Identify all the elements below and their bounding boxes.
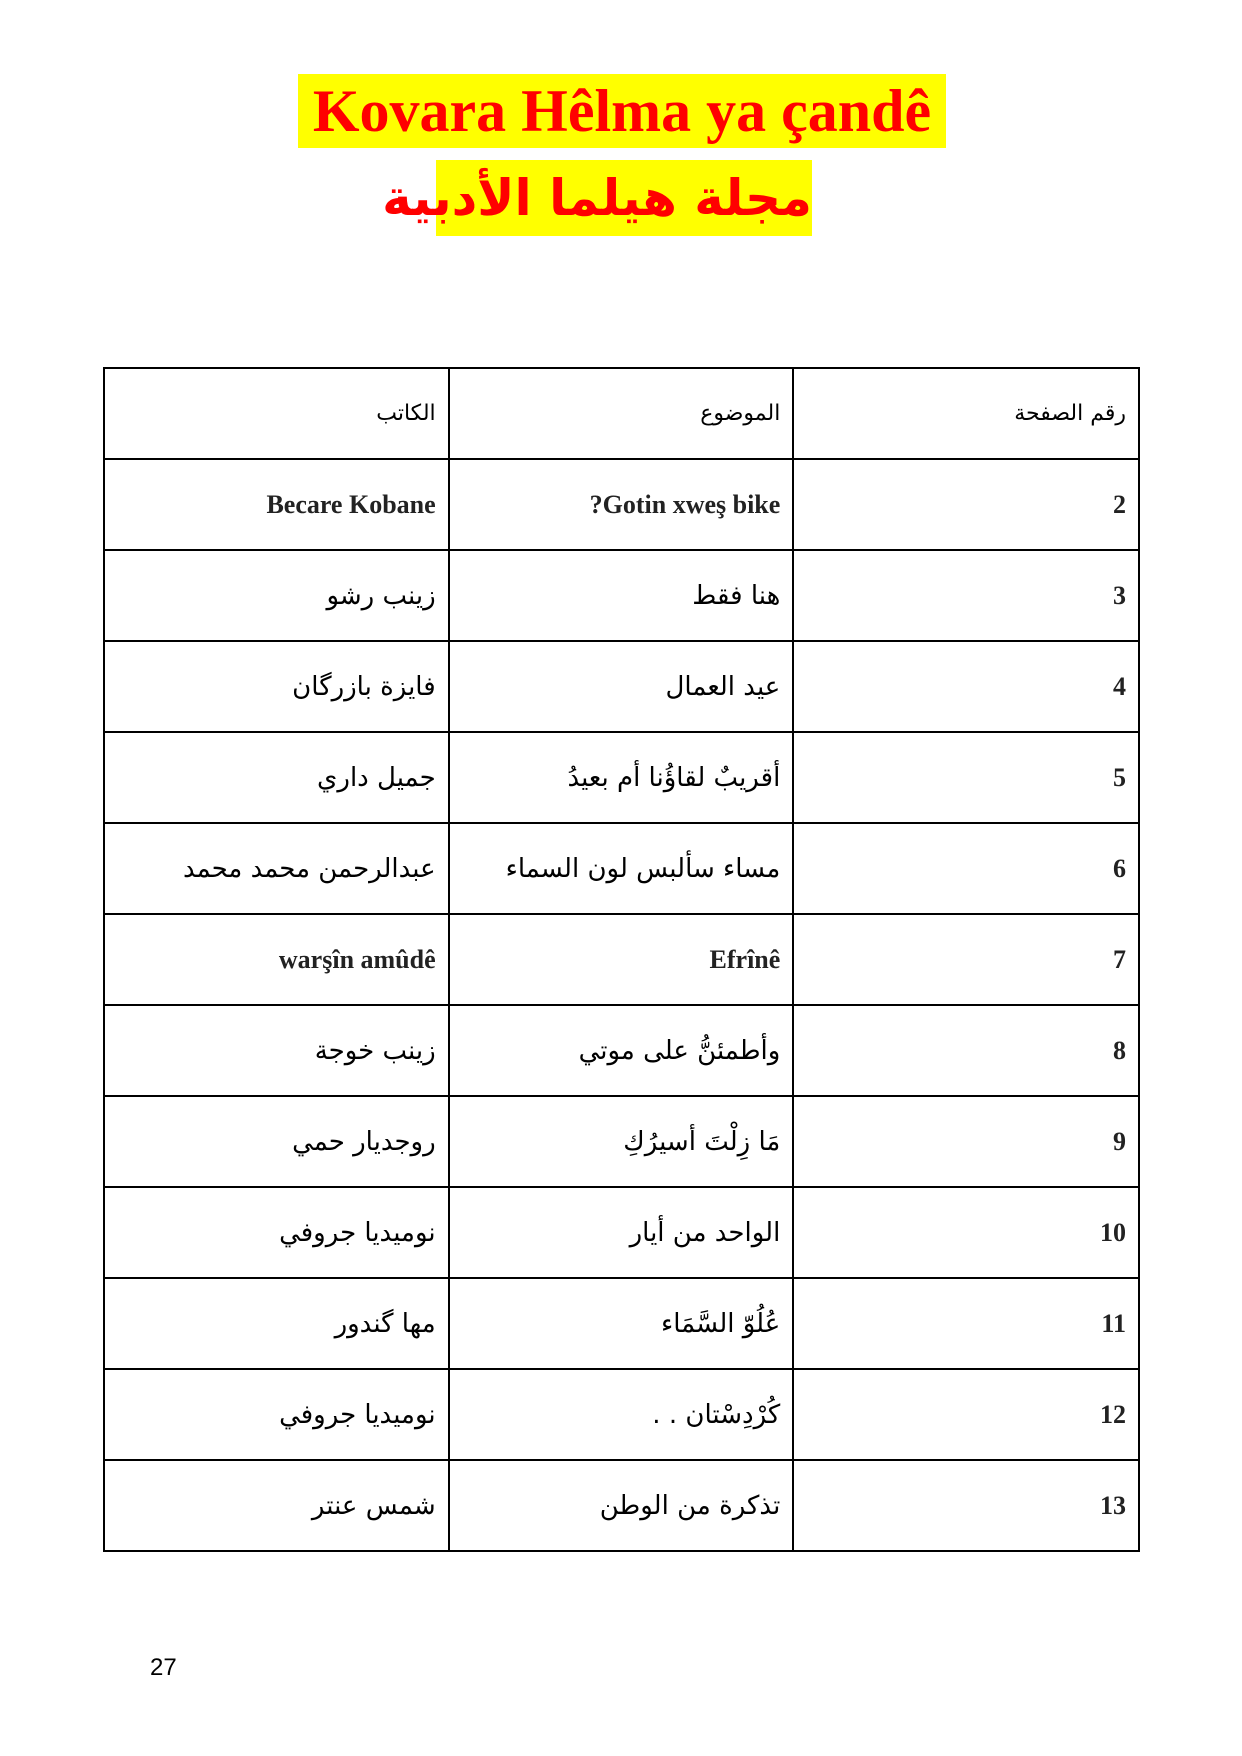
page-cell: 10: [793, 1187, 1139, 1278]
author-cell: جميل داري: [104, 732, 449, 823]
table-row: [104, 550, 1139, 641]
subject-cell: مساء سألبس لون السماء: [449, 823, 794, 914]
column-header-subject: الموضوع: [449, 368, 794, 459]
table-of-contents: [103, 367, 1140, 1552]
page-cell: 9: [793, 1096, 1139, 1187]
column-header-author: الكاتب: [104, 368, 449, 459]
subject-cell: كُرْدِسْتان . .: [449, 1369, 794, 1460]
page-cell: 4: [793, 641, 1139, 732]
author-cell: نوميديا جروفي: [104, 1187, 449, 1278]
magazine-title-kurdish: Kovara Hêlma ya çandê: [298, 74, 946, 148]
table-row: [104, 459, 1139, 550]
subject-cell: ?Gotin xweş bike: [449, 459, 794, 550]
table-row: [104, 732, 1139, 823]
page-cell: 6: [793, 823, 1139, 914]
author-cell: زينب خوجة: [104, 1005, 449, 1096]
page-cell: 5: [793, 732, 1139, 823]
subject-cell: هنا فقط: [449, 550, 794, 641]
table-row: [104, 1096, 1139, 1187]
subject-cell: Efrînê: [449, 914, 794, 1005]
subject-cell: أقريبٌ لقاؤُنا أم بعيدُ: [449, 732, 794, 823]
column-header-page: رقم الصفحة: [793, 368, 1139, 459]
author-cell: زينب رشو: [104, 550, 449, 641]
page-cell: 7: [793, 914, 1139, 1005]
table-row: [104, 1187, 1139, 1278]
page-cell: 3: [793, 550, 1139, 641]
author-cell: شمس عنتر: [104, 1460, 449, 1551]
table-header-row: [104, 368, 1139, 459]
subject-cell: وأطمئنُّ على موتي: [449, 1005, 794, 1096]
table-row: [104, 1369, 1139, 1460]
table-row: [104, 1005, 1139, 1096]
page-cell: 13: [793, 1460, 1139, 1551]
author-cell: روجديار حمي: [104, 1096, 449, 1187]
subject-cell: مَا زِلْتَ أسيرُكِ: [449, 1096, 794, 1187]
page-number: 27: [150, 1654, 177, 1681]
author-cell: فايزة بازرگان: [104, 641, 449, 732]
table-row: [104, 641, 1139, 732]
page-cell: 12: [793, 1369, 1139, 1460]
table-row: [104, 914, 1139, 1005]
subject-cell: عيد العمال: [449, 641, 794, 732]
author-cell: warşîn amûdê: [104, 914, 449, 1005]
table-row: [104, 1460, 1139, 1551]
table-row: [104, 823, 1139, 914]
table-row: [104, 1278, 1139, 1369]
author-cell: نوميديا جروفي: [104, 1369, 449, 1460]
magazine-title-arabic: مجلة هيلما الأدبية: [436, 160, 812, 236]
subject-cell: الواحد من أيار: [449, 1187, 794, 1278]
page-cell: 8: [793, 1005, 1139, 1096]
page-cell: 2: [793, 459, 1139, 550]
author-cell: عبدالرحمن محمد محمد: [104, 823, 449, 914]
subject-cell: تذكرة من الوطن: [449, 1460, 794, 1551]
page-cell: 11: [793, 1278, 1139, 1369]
author-cell: Becare Kobane: [104, 459, 449, 550]
author-cell: مها گندور: [104, 1278, 449, 1369]
subject-cell: عُلُوّ السَّمَاء: [449, 1278, 794, 1369]
